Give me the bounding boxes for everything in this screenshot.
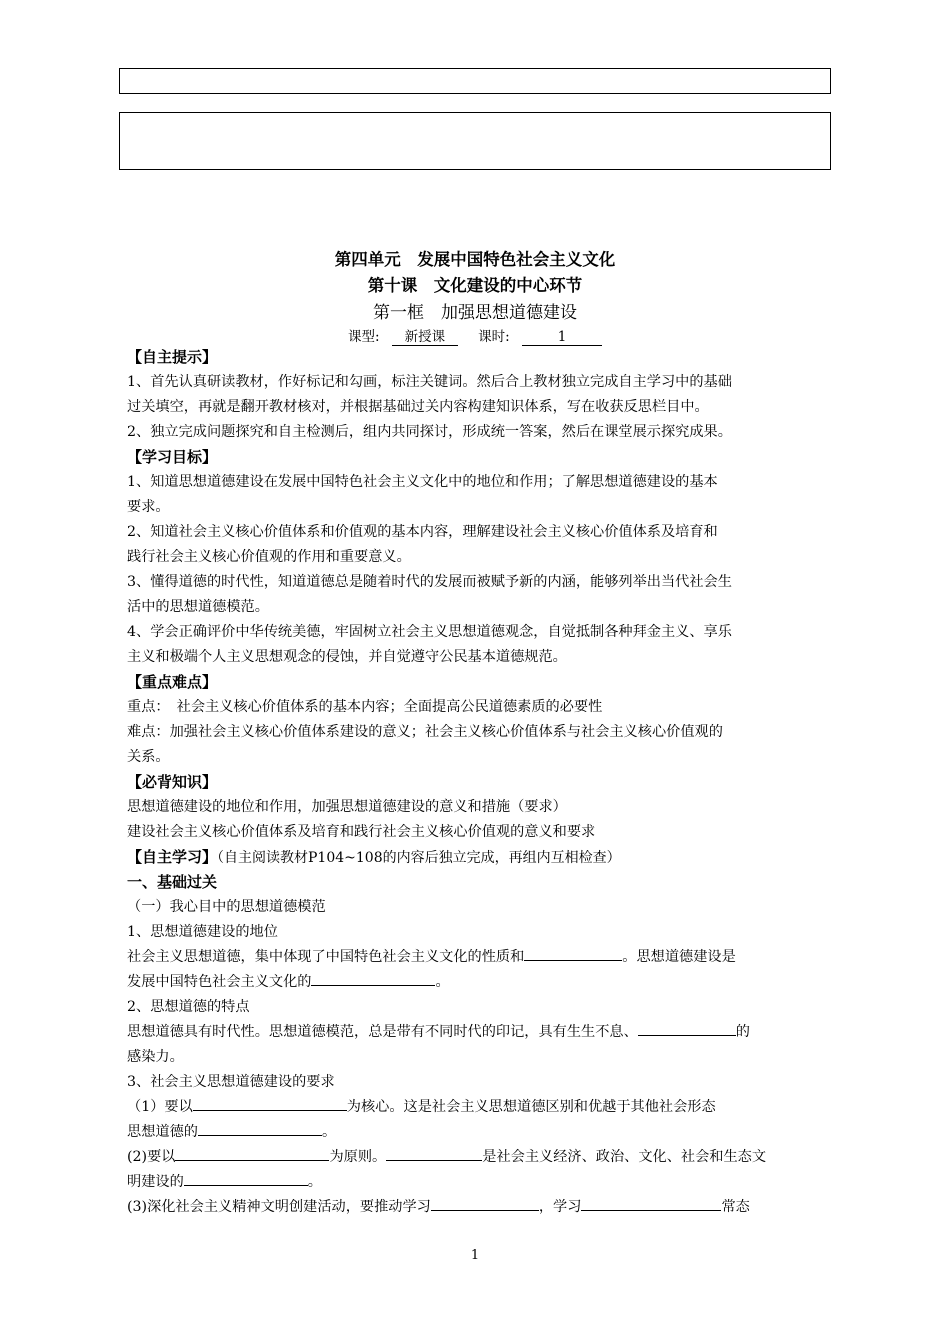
text-line: 难点：加强社会主义核心价值体系建设的意义；社会主义核心价值体系与社会主义核心价值观的 xyxy=(127,724,723,740)
section-heading-zhongdian-nandian: 【重点难点】 xyxy=(127,673,218,691)
lesson-type-value: 新授课 xyxy=(392,330,458,346)
answer-blank[interactable] xyxy=(184,1171,308,1186)
text-fragment: ，学习 xyxy=(538,1199,582,1215)
text-fragment: 。 xyxy=(307,1174,322,1190)
answer-blank[interactable] xyxy=(198,1121,322,1136)
text-line: 1、知道思想道德建设在发展中国特色社会主义文化中的地位和作用；了解思想道德建设的基本 xyxy=(127,474,718,490)
text-line: 2、知道社会主义核心价值体系和价值观的基本内容，理解建设社会主义核心价值体系及培育和 xyxy=(127,524,718,540)
text-fragment: 为原则。 xyxy=(329,1149,387,1165)
text-fragment: 的 xyxy=(735,1024,750,1040)
item-title: 2、思想道德的特点 xyxy=(127,999,250,1015)
text-line: 过关填空，再就是翻开教材核对，并根据基础过关内容构建知识体系，写在收获反思栏目中。 xyxy=(127,399,709,415)
text-line: 重点： 社会主义核心价值体系的基本内容；全面提高公民道德素质的必要性 xyxy=(127,699,603,715)
fill-line xyxy=(127,945,827,970)
text-line: 主义和极端个人主义思想观念的侵蚀，并自觉遵守公民基本道德规范。 xyxy=(127,649,567,665)
section-heading-zizhu-tishi: 【自主提示】 xyxy=(127,348,218,366)
section-heading-note: （自主阅读教材P104~108的内容后独立完成，再组内互相检查） xyxy=(217,850,621,866)
fill-line xyxy=(127,1020,827,1045)
text-line: 3、懂得道德的时代性，知道道德总是随着时代的发展而被赋予新的内涵，能够列举出当代社会生 xyxy=(127,574,732,590)
text-line: 要求。 xyxy=(127,499,170,515)
text-fragment: 社会主义思想道德，集中体现了中国特色社会主义文化的性质和 xyxy=(127,949,525,965)
document-body xyxy=(127,345,827,1220)
answer-blank[interactable] xyxy=(638,1021,736,1036)
item-title: 1、思想道德建设的地位 xyxy=(127,924,278,940)
text-fragment: 。 xyxy=(321,1124,337,1140)
lesson-title: 第十课 文化建设的中心环节 xyxy=(367,276,583,295)
text-fragment: 思想道德的 xyxy=(127,1124,198,1140)
answer-blank[interactable] xyxy=(524,946,622,961)
top-frame-box-2 xyxy=(119,112,831,170)
text-fragment: 思想道德具有时代性。思想道德模范，总是带有不同时代的印记，具有生生不息、 xyxy=(127,1024,638,1040)
period-label: 课时: xyxy=(478,329,510,345)
text-line: 活中的思想道德模范。 xyxy=(127,599,269,615)
text-line: 践行社会主义核心价值观的作用和重要意义。 xyxy=(127,549,411,565)
frame-title: 第一框 加强思想道德建设 xyxy=(373,303,577,323)
fill-line xyxy=(127,1145,827,1170)
page-number: 1 xyxy=(470,1248,480,1263)
part-title: （一）我心目中的思想道德模范 xyxy=(127,899,326,915)
text-fragment: 明建设的 xyxy=(127,1174,184,1190)
text-line: 2、独立完成问题探究和自主检测后，组内共同探讨，形成统一答案，然后在课堂展示探究成果。 xyxy=(127,424,732,440)
text-fragment: 发展中国特色社会主义文化的 xyxy=(127,974,312,990)
text-fragment: 常态 xyxy=(721,1199,750,1215)
unit-title: 第四单元 发展中国特色社会主义文化 xyxy=(334,250,616,269)
text-fragment: (3)深化社会主义精神文明创建活动，要推动学习 xyxy=(127,1199,431,1215)
answer-blank[interactable] xyxy=(175,1146,329,1161)
text-fragment: 。思想道德建设是 xyxy=(622,949,736,965)
section-heading-xuexi-mubiao: 【学习目标】 xyxy=(127,448,218,466)
text-line: 思想道德建设的地位和作用，加强思想道德建设的意义和措施（要求） xyxy=(127,799,567,815)
item-title: 3、社会主义思想道德建设的要求 xyxy=(127,1074,335,1090)
fill-line xyxy=(127,1095,827,1120)
text-line: 建设社会主义核心价值体系及培育和践行社会主义核心价值观的意义和要求 xyxy=(127,824,596,840)
section-heading-zizhu-xuexi xyxy=(127,845,827,870)
fill-line xyxy=(127,970,827,995)
lesson-type-label: 课型: xyxy=(347,329,380,345)
section-heading-text: 【自主学习】 xyxy=(127,848,218,866)
text-line: 1、首先认真研读教材，作好标记和勾画，标注关键词。然后合上教材独立完成自主学习中的基础 xyxy=(127,374,732,390)
answer-blank[interactable] xyxy=(431,1196,539,1211)
text-line: 关系。 xyxy=(127,749,170,765)
fill-line xyxy=(127,1120,827,1145)
section-heading-bibei-zhishi: 【必背知识】 xyxy=(127,773,218,791)
top-frame-box-1 xyxy=(119,68,831,94)
text-fragment: 是社会主义经济、政治、文化、社会和生态文 xyxy=(482,1149,767,1165)
sub-heading-jichu-guoguan: 一、基础过关 xyxy=(127,873,218,891)
fill-line xyxy=(127,1170,827,1195)
answer-blank[interactable] xyxy=(311,971,435,986)
answer-blank[interactable] xyxy=(581,1196,721,1211)
answer-blank[interactable] xyxy=(386,1146,482,1161)
lesson-meta xyxy=(0,325,950,346)
text-line: 感染力。 xyxy=(127,1049,184,1065)
fill-line xyxy=(127,1195,827,1220)
text-fragment: (2)要以 xyxy=(127,1149,176,1165)
text-fragment: （1）要以 xyxy=(127,1099,193,1115)
text-line: 4、学会正确评价中华传统美德，牢固树立社会主义思想道德观念，自觉抵制各种拜金主义、享乐 xyxy=(127,624,732,640)
answer-blank[interactable] xyxy=(193,1096,347,1111)
text-fragment: 。 xyxy=(435,974,450,990)
text-fragment: 为核心。这是社会主义思想道德区别和优越于其他社会形态 xyxy=(346,1099,716,1115)
period-value: 1 xyxy=(522,330,602,346)
